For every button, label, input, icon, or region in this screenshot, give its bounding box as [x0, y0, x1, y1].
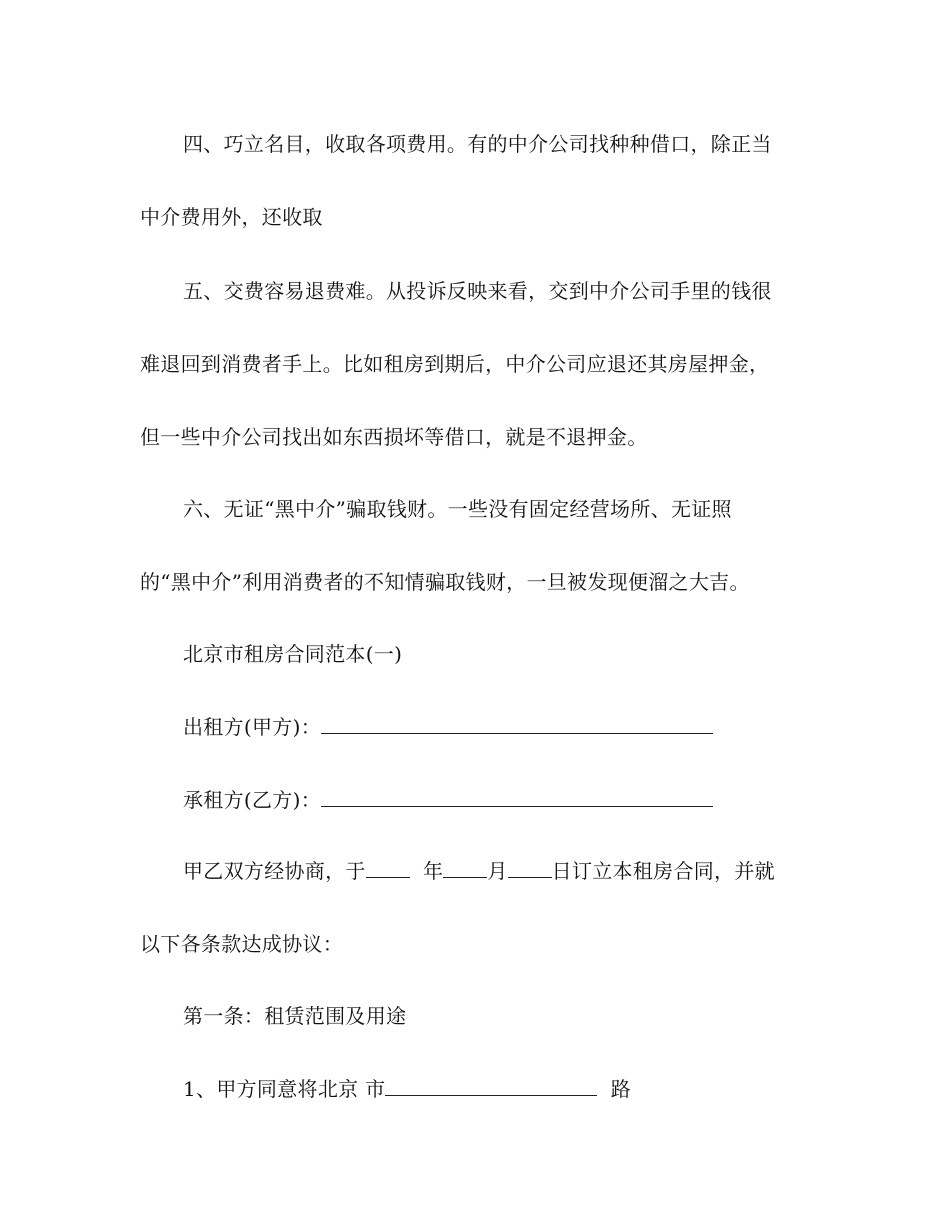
agreement-text-start: 甲乙双方经协商，于 [183, 859, 366, 883]
article-1-title: 第一条：租赁范围及用途 [183, 1004, 407, 1028]
month-label: 月 [487, 859, 508, 883]
item-1-line [183, 1076, 631, 1102]
paragraph-6-line-2: 的“黑中介”利用消费者的不知情骗取钱财，一旦被发现便溜之大吉。 [140, 570, 750, 594]
lessee-label: 承租方(乙方)： [183, 788, 322, 812]
road-label: 路 [610, 1077, 632, 1101]
paragraph-5-line-3: 但一些中介公司找出如东西损坏等借口，就是不退押金。 [140, 425, 648, 449]
day-blank [508, 859, 552, 878]
year-label: 年 [423, 859, 444, 883]
agreement-text-end: 日订立本租房合同，并就 [551, 859, 775, 883]
paragraph-6-line-1: 六、无证“黑中介”骗取钱财。一些没有固定经营场所、无证照 [183, 497, 732, 521]
agreement-line-2: 以下各条款达成协议： [140, 932, 343, 956]
lessor-label: 出租方(甲方)： [183, 715, 322, 739]
month-blank [443, 859, 487, 878]
agreement-line-1 [183, 858, 775, 884]
paragraph-4-line-2: 中介费用外，还收取 [140, 205, 323, 229]
contract-title: 北京市租房合同范本(一) [183, 642, 403, 666]
item-1-text: 1、甲方同意将北京 市 [183, 1077, 386, 1101]
paragraph-5-line-2: 难退回到消费者手上。比如租房到期后，中介公司应退还其房屋押金， [140, 352, 770, 376]
lessor-blank [321, 715, 713, 734]
lessee-blank [321, 788, 713, 807]
paragraph-4-line-1: 四、巧立名目，收取各项费用。有的中介公司找种种借口，除正当 [183, 132, 772, 156]
lessor-line [183, 714, 713, 740]
year-blank [366, 859, 410, 878]
paragraph-5-line-1: 五、交费容易退费难。从投诉反映来看，交到中介公司手里的钱很 [183, 279, 772, 303]
lessee-line [183, 787, 713, 813]
road-blank [385, 1077, 597, 1096]
